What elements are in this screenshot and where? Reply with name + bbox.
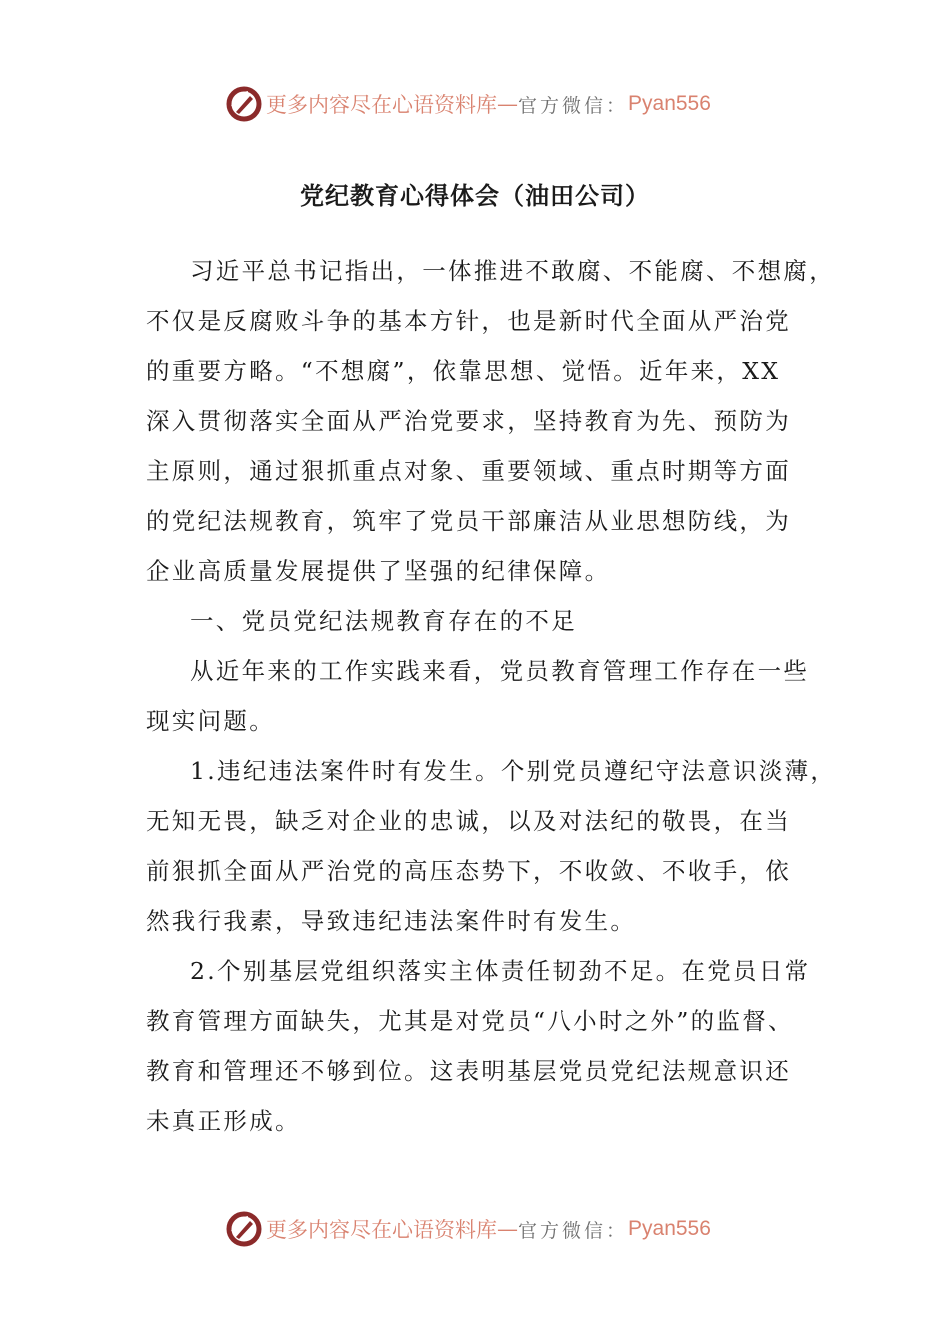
body-line: 前狠抓全面从严治党的高压态势下，不收敛、不收手，依 [146,857,791,885]
body-line: 深入贯彻落实全面从严治党要求，坚持教育为先、预防为 [146,407,791,435]
document-body [146,246,837,1146]
body-line: 现实问题。 [146,707,275,735]
body-line: 然我行我素，导致违纪违法案件时有发生。 [146,907,637,935]
wechat-id: Pyan556 [628,92,711,115]
body-line: 教育管理方面缺失，尤其是对党员“八小时之外”的监督、 [146,1007,794,1035]
site-name-text: 更多内容尽在心语资料库 [266,93,497,117]
banner-dash: — [497,92,518,116]
footer-banner [226,1209,711,1249]
body-line: 2.个别基层党组织落实主体责任韧劲不足。在党员日常 [190,957,811,985]
quill-pen-logo-icon [226,1211,262,1247]
body-line: 不仅是反腐败斗争的基本方针，也是新时代全面从严治党 [146,307,791,335]
body-line: 主原则，通过狠抓重点对象、重要领域、重点时期等方面 [146,457,791,485]
document-title: 党纪教育心得体会（油田公司） [300,182,650,210]
body-line: 未真正形成。 [146,1107,301,1135]
wechat-label: 官方微信： [518,1219,629,1242]
body-line: 从近年来的工作实践来看，党员教育管理工作存在一些 [190,657,810,685]
wechat-id: Pyan556 [628,1217,711,1240]
body-line: 的重要方略。“不想腐”，依靠思想、觉悟。近年来，XX [146,357,781,385]
body-line: 习近平总书记指出，一体推进不敢腐、不能腐、不想腐， [190,257,835,285]
section-heading: 一、党员党纪法规教育存在的不足 [190,607,577,635]
body-line: 无知无畏，缺乏对企业的忠诚，以及对法纪的敬畏，在当 [146,807,791,835]
body-line: 1.违纪违法案件时有发生。个别党员遵纪守法意识淡薄， [190,757,837,785]
wechat-label: 官方微信： [518,94,629,117]
quill-pen-logo-icon [226,86,262,122]
body-line: 的党纪法规教育，筑牢了党员干部廉洁从业思想防线，为 [146,507,791,535]
body-line: 企业高质量发展提供了坚强的纪律保障。 [146,557,611,585]
banner-dash: — [497,1217,518,1241]
header-banner [226,84,711,124]
site-name-text: 更多内容尽在心语资料库 [266,1218,497,1242]
body-line: 教育和管理还不够到位。这表明基层党员党纪法规意识还 [146,1057,791,1085]
